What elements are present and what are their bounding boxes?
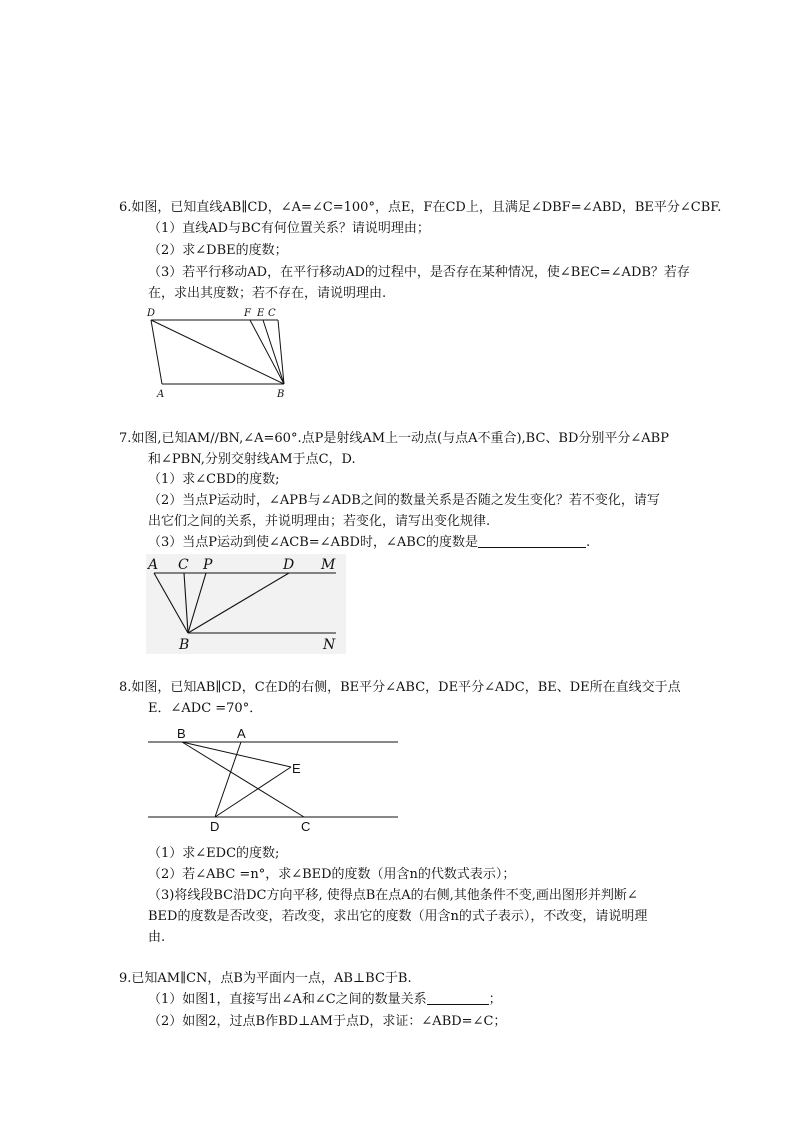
q7-sub2-line2: 出它们之间的关系，并说明理由；若变化，请写出变化规律. [148, 514, 491, 529]
label-c: C [268, 308, 276, 319]
q9-answer-blank[interactable] [427, 991, 489, 1005]
q9-sub1-text: （1）如图1，直接写出∠A和∠C之间的数量关系 [148, 992, 427, 1007]
q7-sub1: （1）求∠CBD的度数; [148, 472, 280, 487]
q8-stem-line2: E．∠ADC =70°． [148, 701, 263, 716]
label-b: B [179, 637, 190, 653]
label-a: A [148, 557, 159, 573]
q8-sub3-line2: BED的度数是否改变，若改变，求出它的度数（用含n的式子表示），不改变，请说明理 [148, 909, 648, 924]
q6-stem: 6.如图，已知直线AB∥CD，∠A=∠C=100°，点E，F在CD上，且满足∠DBF=∠ABD，BE平分∠CBF. [119, 200, 722, 215]
q8-sub3-line3: 由. [148, 930, 166, 945]
q8-stem-line1: 8.如图，已知AB∥CD，C在D的右侧，BE平分∠ABC，DE平分∠ADC，BE、DE所在直线交于点 [119, 680, 681, 695]
q6-figure [144, 305, 294, 403]
q8-figure [146, 724, 402, 836]
label-e: E [257, 308, 265, 319]
label-b: B [277, 389, 285, 400]
q9-sub1 [148, 991, 502, 1009]
q8-sub3-line1: （3)将线段BC沿DC方向平移, 使得点B在点A的右侧,其他条件不变,画出图形并判断∠ [148, 888, 638, 903]
line-db [151, 320, 284, 384]
label-m: M [321, 557, 336, 573]
q7-sub2-line1: （2）当点P运动时，∠APB与∠ADB之间的数量关系是否随之发生变化？若不变化，请写 [148, 493, 660, 508]
label-d: D [147, 308, 156, 319]
q9-stem: 9.已知AM∥CN，点B为平面内一点，AB⊥BC于B. [119, 971, 412, 986]
segment-ad [215, 742, 241, 817]
q8-sub1: （1）求∠EDC的度数; [148, 846, 280, 861]
q7-stem-line1: 7.如图,已知AM//BN,∠A=60°.点P是射线AM上一动点(与点A不重合),BC、BD分别平分∠ABP [119, 431, 669, 446]
segment-bc [182, 742, 304, 817]
q6-sub3-line2: 在，求出其度数；若不存在，请说明理由. [148, 286, 387, 301]
q9-sub1-end: ； [488, 992, 502, 1007]
label-d: D [210, 819, 220, 834]
line-da [151, 320, 162, 384]
label-a: A [237, 726, 246, 741]
q7-stem-line2: 和∠PBN,分别交射线AM于点C，D. [148, 452, 356, 467]
q6-sub3-line1: （3）若平行移动AD，在平行移动AD的过程中，是否存在某种情况，使∠BEC=∠ADB？若存 [148, 265, 690, 280]
q9-sub2: （2）如图2，过点B作BD⊥AM于点D，求证：∠ABD=∠C； [148, 1014, 507, 1029]
label-b: B [177, 726, 186, 741]
label-d: D [283, 557, 295, 573]
q7-sub3 [148, 534, 590, 552]
label-a: A [157, 389, 165, 400]
q6-sub1: （1）直线AD与BC有何位置关系？请说明理由； [148, 221, 430, 236]
label-c: C [178, 557, 189, 573]
q7-figure [146, 554, 346, 654]
q7-sub3-text: （3）当点P运动到使∠ACB=∠ABD时，∠ABC的度数是 [148, 535, 478, 550]
figure-background [146, 554, 346, 654]
label-f: F [244, 308, 251, 319]
q7-sub3-end: . [585, 535, 591, 550]
q8-sub2: （2）若∠ABC =n°，求∠BED的度数（用含n的代数式表示）； [148, 867, 516, 882]
label-c: C [301, 819, 311, 834]
label-n: N [323, 637, 336, 653]
q6-sub2: （2）求∠DBE的度数； [148, 243, 288, 258]
label-e: E [292, 761, 301, 776]
q7-answer-blank[interactable] [478, 534, 586, 548]
segment-de [215, 767, 291, 817]
label-p: P [203, 557, 213, 573]
